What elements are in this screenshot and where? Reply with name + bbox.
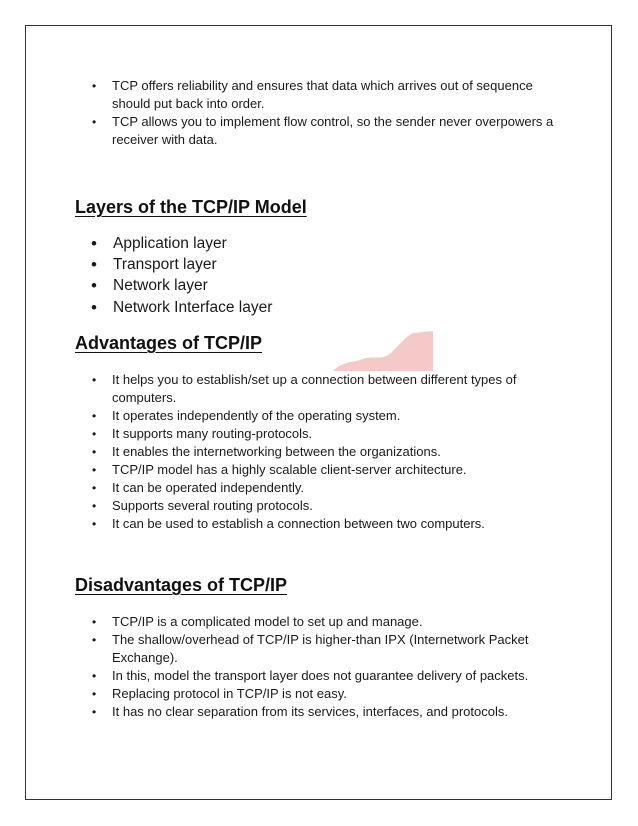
advantages-heading: Advantages of TCP/IP (75, 333, 263, 353)
advantages-list (26, 371, 611, 533)
list-item: • TCP allows you to implement flow control, so the sender never overpowers a receiver with data. (26, 113, 611, 149)
disadvantages-heading: Disadvantages of TCP/IP (75, 575, 288, 595)
list-item: • It can be operated independently. (26, 479, 611, 497)
list-item: • Supports several routing protocols. (26, 497, 611, 515)
intro-bullet-list (26, 77, 611, 149)
list-item: • It supports many routing-protocols. (26, 425, 611, 443)
list-item: • Application layer (26, 233, 611, 254)
watermark-shape (333, 331, 433, 371)
list-item: • Network layer (26, 275, 611, 296)
list-item: • It helps you to establish/set up a connection between different types of computers. (26, 371, 611, 407)
list-item: • It operates independently of the operating system. (26, 407, 611, 425)
list-item: • Transport layer (26, 254, 611, 275)
list-item: • TCP offers reliability and ensures that data which arrives out of sequence should put back into order. (26, 77, 611, 113)
disadvantages-list (26, 613, 611, 721)
list-item: • It can be used to establish a connection between two computers. (26, 515, 611, 533)
layers-list (26, 233, 611, 318)
list-item: • In this, model the transport layer does not guarantee delivery of packets. (26, 667, 611, 685)
list-item: • It has no clear separation from its services, interfaces, and protocols. (26, 703, 611, 721)
list-item: • TCP/IP model has a highly scalable client-server architecture. (26, 461, 611, 479)
list-item: • It enables the internetworking between the organizations. (26, 443, 611, 461)
list-item: • TCP/IP is a complicated model to set up and manage. (26, 613, 611, 631)
list-item: • Replacing protocol in TCP/IP is not easy. (26, 685, 611, 703)
page-frame (25, 25, 612, 800)
list-item: • The shallow/overhead of TCP/IP is higher-than IPX (Internetwork Packet Exchange). (26, 631, 611, 667)
list-item: • Network Interface layer (26, 297, 611, 318)
layers-heading: Layers of the TCP/IP Model (75, 197, 307, 217)
